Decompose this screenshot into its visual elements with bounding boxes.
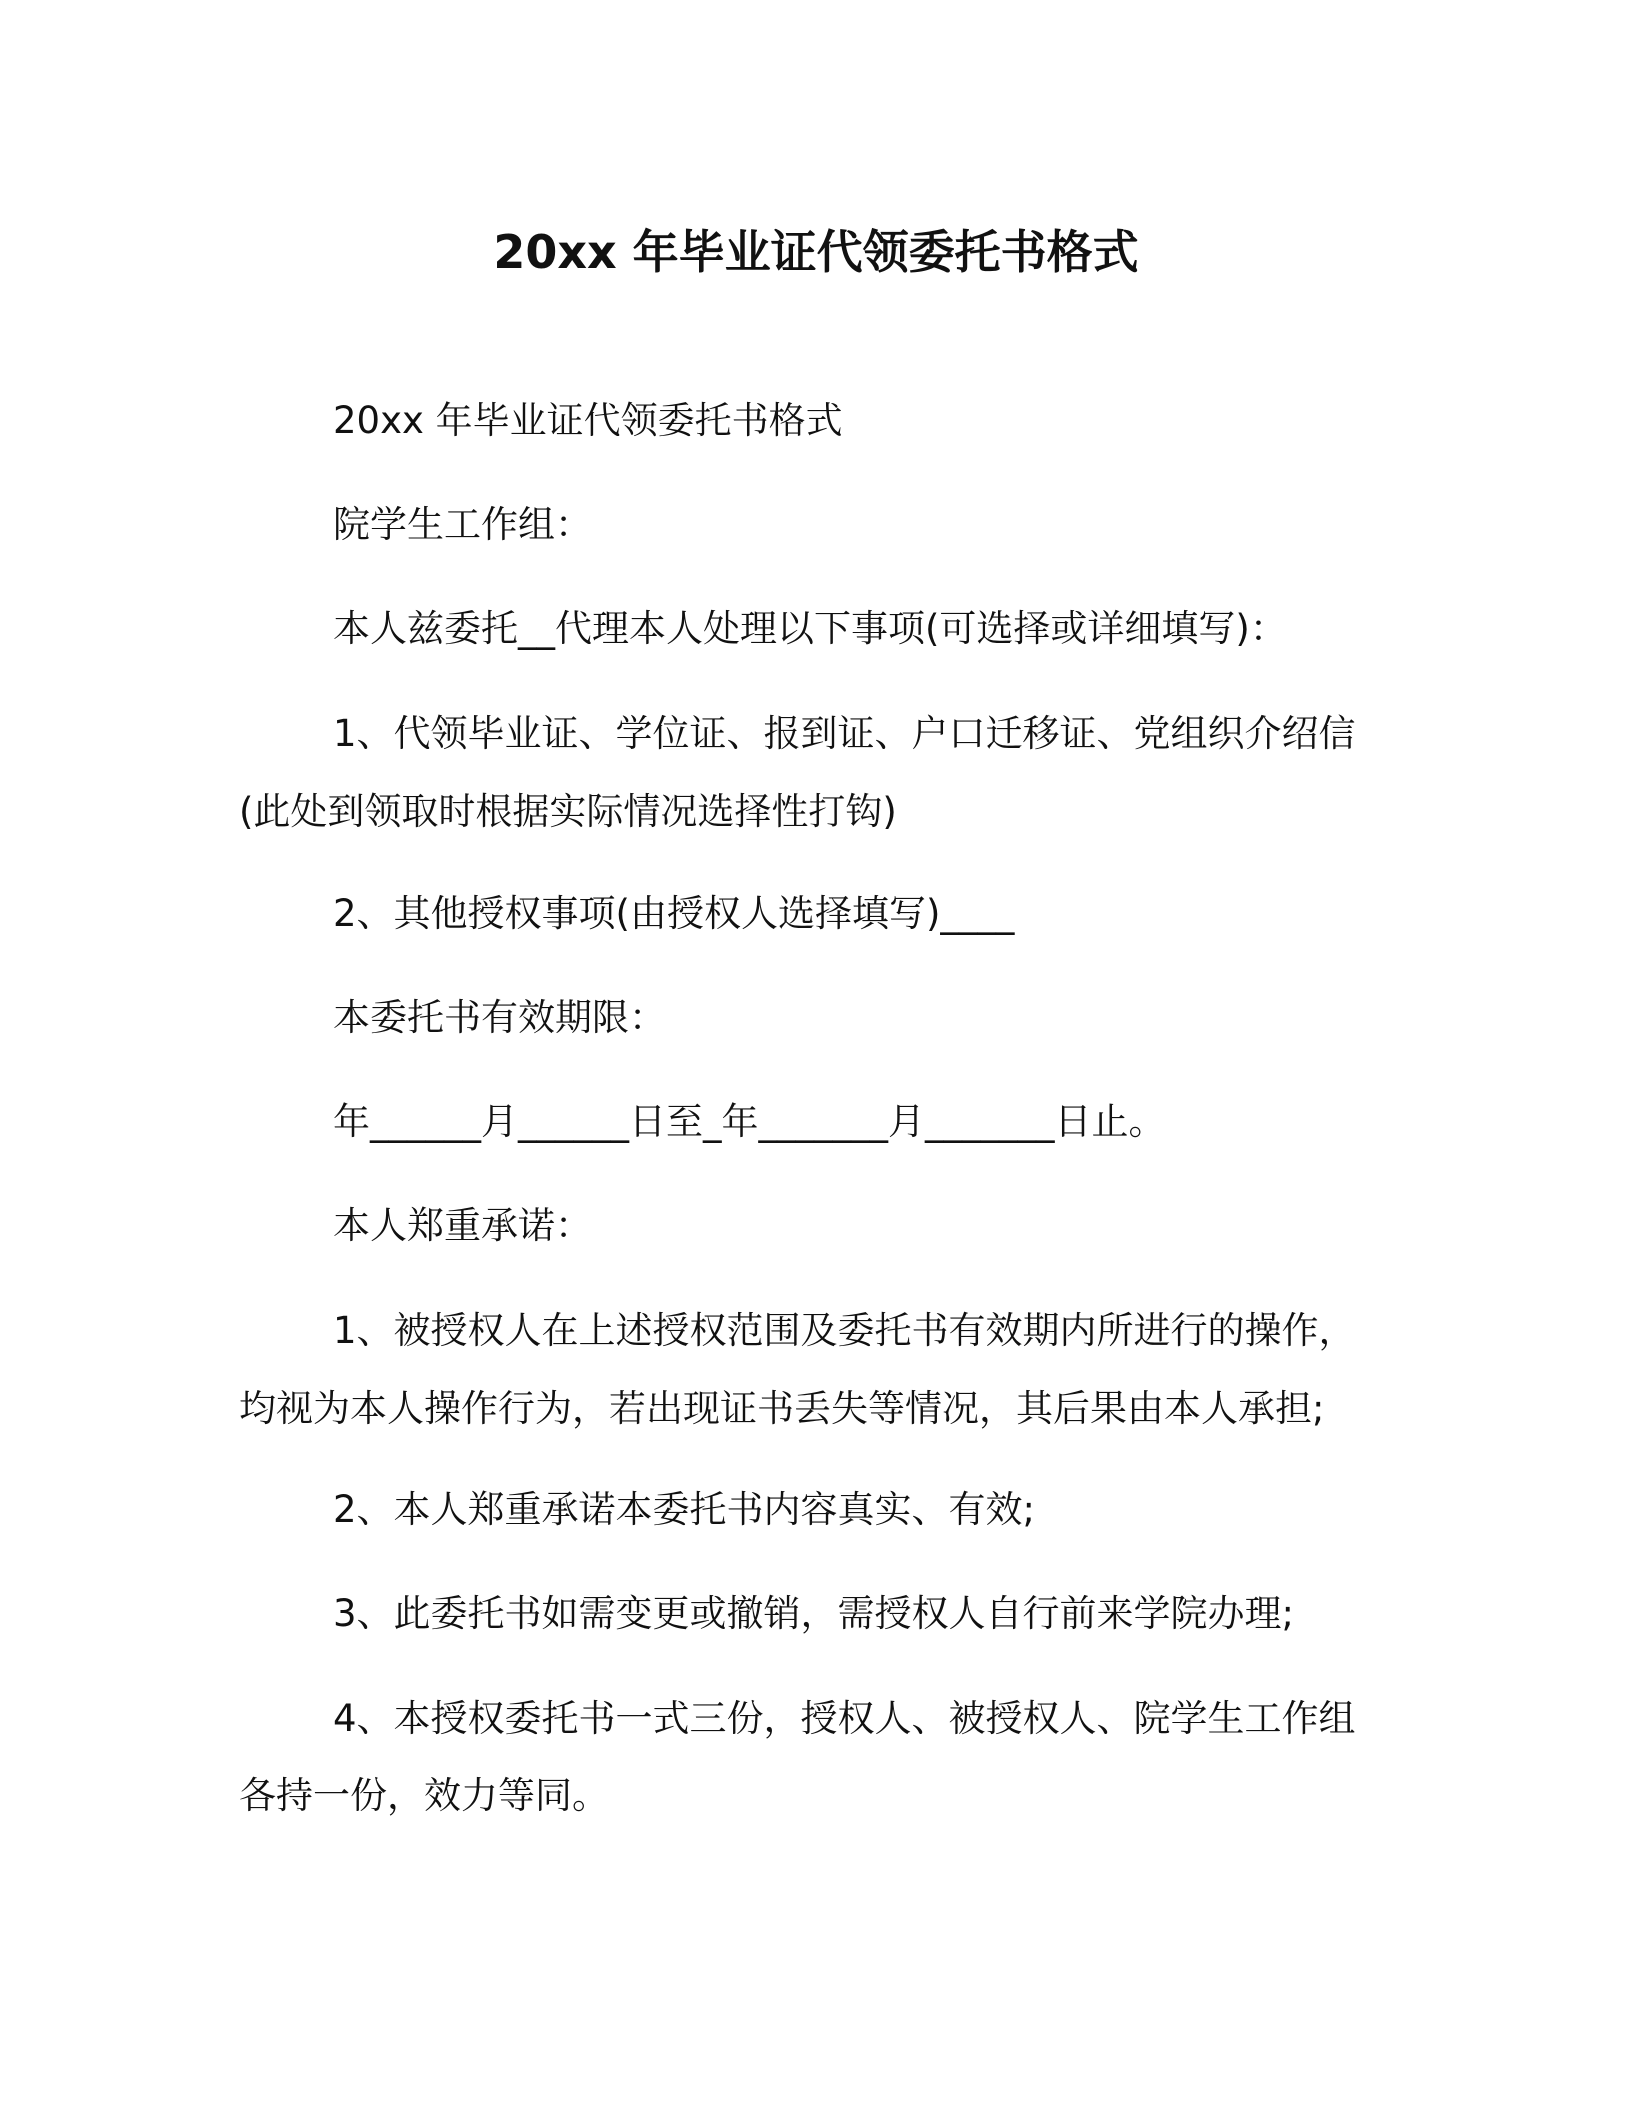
validity-label: 本委托书有效期限： [333, 996, 666, 1039]
commit1-line2: 均视为本人操作行为，若出现证书丢失等情况，其后果由本人承担; [239, 1387, 1325, 1430]
commit4-line1: 4、本授权委托书一式三份，授权人、被授权人、院学生工作组 [333, 1697, 1356, 1740]
entrust-statement: 本人兹委托__代理本人处理以下事项(可选择或详细填写)： [333, 607, 1287, 650]
commit2: 2、本人郑重承诺本委托书内容真实、有效; [333, 1488, 1036, 1531]
item1-line2: (此处到领取时根据实际情况选择性打钩) [239, 790, 897, 833]
commit1-line1: 1、被授权人在上述授权范围及委托书有效期内所进行的操作， [333, 1309, 1356, 1352]
commitment-label: 本人郑重承诺： [333, 1204, 592, 1247]
document-heading: 20xx 年毕业证代领委托书格式 [333, 399, 843, 442]
item2: 2、其他授权事项(由授权人选择填写)____ [333, 892, 1015, 935]
document-title: 20xx 年毕业证代领委托书格式 [493, 225, 1139, 279]
item1-line1: 1、代领毕业证、学位证、报到证、户口迁移证、党组织介绍信 [333, 712, 1356, 755]
commit4-line2: 各持一份，效力等同。 [239, 1774, 609, 1817]
validity-dates: 年______月______日至_年_______月_______日止。 [333, 1100, 1166, 1143]
addressee: 院学生工作组： [333, 503, 592, 546]
commit3: 3、此委托书如需变更或撤销，需授权人自行前来学院办理; [333, 1592, 1295, 1635]
